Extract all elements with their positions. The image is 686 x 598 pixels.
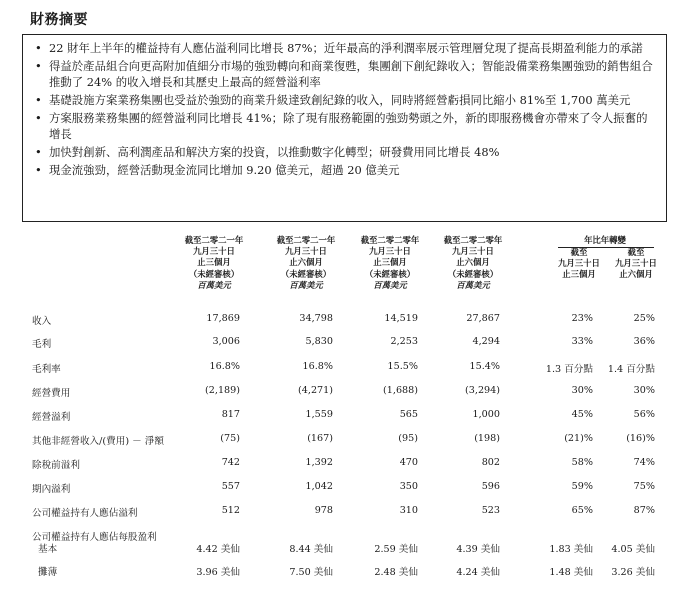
highlights-box xyxy=(22,34,667,222)
highlight-item: • 方案服務業務集團的經營溢利同比增長 41%；除了現有服務範圍的強勁勢頭之外，新的即服務機會亦帶來了令人振奮的增長 xyxy=(35,111,648,141)
bullet-icon: • xyxy=(35,111,42,125)
column-header: 截至二零二一年 九月三十日 止三個月 （未經審核） 百萬美元 xyxy=(184,235,244,290)
column-header: 截至二零二零年 九月三十日 止三個月 （未經審核） 百萬美元 xyxy=(360,235,420,290)
bullet-icon: • xyxy=(35,59,42,73)
highlight-item: • 現金流強勁，經營活動現金流同比增加 9.20 億美元，超過 20 億美元 xyxy=(35,163,400,177)
bullet-icon: • xyxy=(35,93,42,107)
column-header: 截至二零二一年 九月三十日 止六個月 （未經審核） 百萬美元 xyxy=(276,235,336,290)
highlight-item: • 得益於產品組合向更高附加值細分市場的強勁轉向和商業復甦，集團創下創紀錄收入；智能設備業務集團強勁的銷售組合推動了 24% 的收入增長和其歷史上最高的經營溢利率 xyxy=(35,59,653,89)
highlight-item: • 加快對創新、高利潤產品和解決方案的投資，以推動數字化轉型；研發費用同比增長 48% xyxy=(35,145,500,159)
bullet-icon: • xyxy=(35,145,42,159)
page-title: 財務摘要 xyxy=(30,12,88,28)
highlights-list xyxy=(35,40,658,178)
highlight-item: • 22 財年上半年的權益持有人應佔溢利同比增長 87%；近年最高的淨利潤率展示管理層兌現了提高長期盈利能力的承諾 xyxy=(35,41,643,55)
bullet-icon: • xyxy=(35,163,42,177)
column-header: 截至二零二零年 九月三十日 止六個月 （未經審核） 百萬美元 xyxy=(443,235,503,290)
bullet-icon: • xyxy=(35,41,42,55)
yoy-group-header: 年比年轉變 xyxy=(584,235,626,245)
highlight-item: • 基礎設施方案業務集團也受益於強勁的商業升級達致創紀錄的收入，同時將經營虧損同比縮小 81%至 1,700 萬美元 xyxy=(35,93,631,107)
column-header: 截至 九月三十日 止三個月 xyxy=(558,247,600,280)
financial-table: 截至二零二一年 九月三十日 止三個月 （未經審核） 百萬美元 截至二零二一年 九月三十日 止六個月 （未經審核） 百萬美元 截至二零二零年 九月三十日 止三個月 （未經審核） 百萬美元 截至二零二零年 九月三十日 止六個月 （未經審核） 百萬美元 年比年轉變 截至 九月三十日 止三個月 截至 九月三十日 止六個月 收入 17,869 34,798 14,519 27,867 23% 25% 毛利 3,006 5,830 2,253 4,294 33% 36% 毛利率 16.8% 16.8% 15.5% 15.4% 1.3 百分點 1.4 百分點 經營費用 (2,189) (4,271) (1,688) (3,294) 30% 30% 經營溢利 817 1,559 565 1,000 45% 56% 其他非經營收入/(費用) － 淨額 (75) (167) (95) (198) (21)% (16)% 除稅前溢利 742 1,392 470 802 58% 74% 期內溢利 557 1,042 350 596 59% 75% 公司權益持有人應佔溢利 512 978 310 523 65% 87% 公司權益持有人應佔每股盈利 基本 4.42 美仙 8.44 美仙 2.59 美仙 4.39 美仙 1.83 美仙 4.05 美仙 攤薄 3.96 美仙 7.50 美仙 2.48 美仙 4.24 美仙 1.48 美仙 3.26 美仙 xyxy=(0,235,686,598)
column-header: 截至 九月三十日 止六個月 xyxy=(615,247,657,280)
